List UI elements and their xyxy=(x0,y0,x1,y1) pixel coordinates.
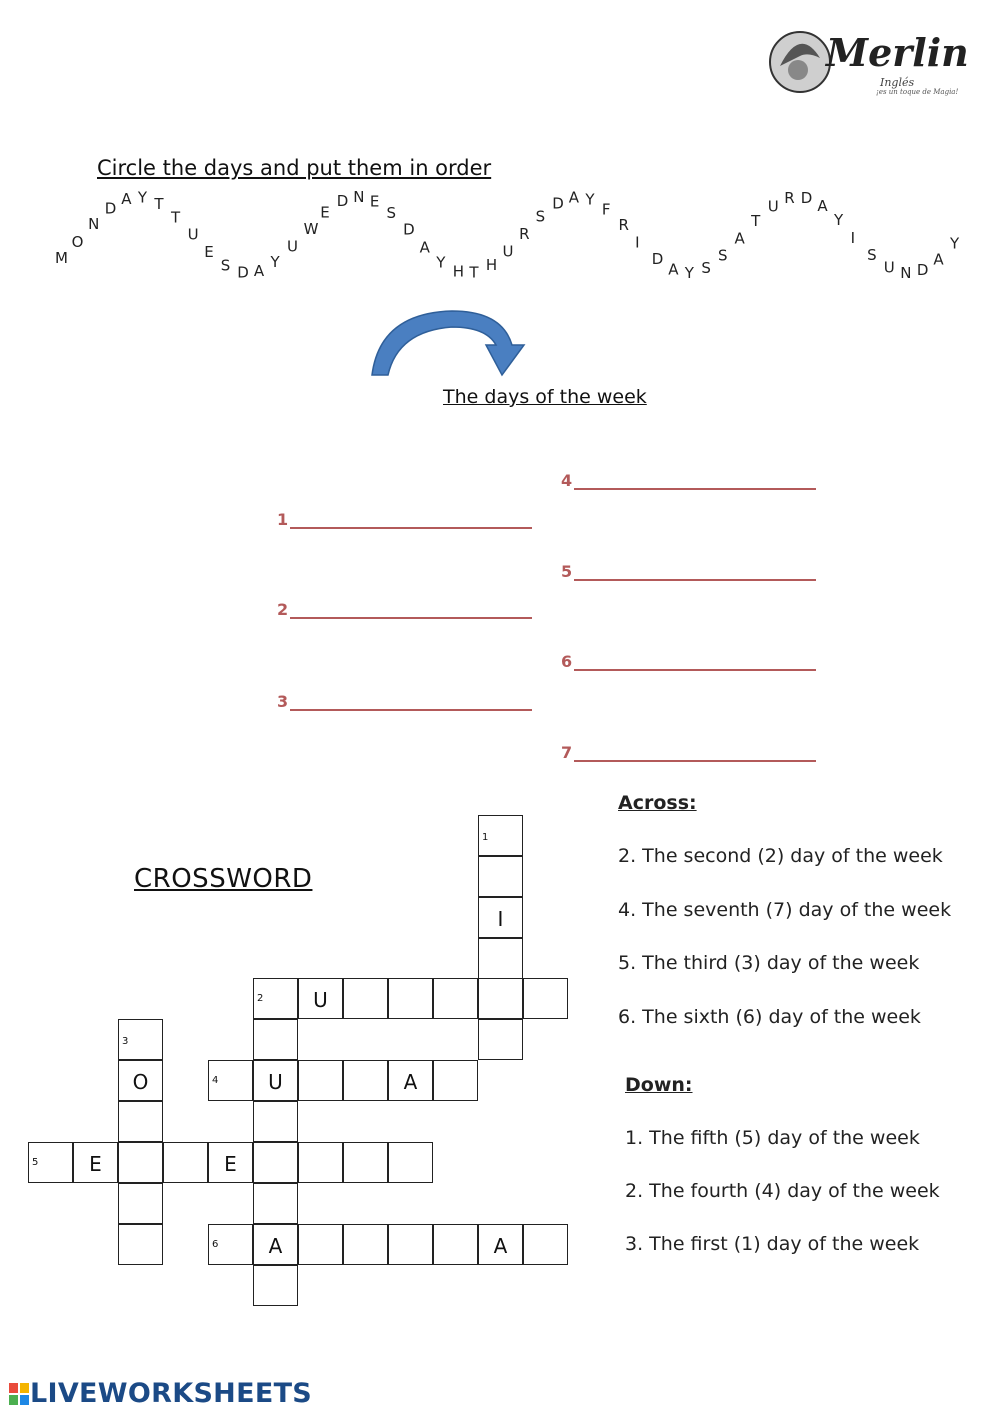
answer-line-4[interactable] xyxy=(561,471,816,490)
wave-letter[interactable]: T xyxy=(171,208,181,227)
wave-letter[interactable]: E xyxy=(320,203,330,222)
liveworksheets-footer[interactable] xyxy=(8,1378,312,1409)
crossword-cell[interactable] xyxy=(298,978,343,1019)
crossword-cell[interactable] xyxy=(28,1142,73,1183)
wave-letter[interactable]: A xyxy=(568,188,580,207)
answer-line-5[interactable] xyxy=(561,562,816,581)
wave-letter[interactable]: D xyxy=(336,192,349,210)
answer-line-1[interactable] xyxy=(277,510,532,529)
crossword-cell[interactable] xyxy=(163,1142,208,1183)
wave-letter[interactable]: D xyxy=(800,189,813,207)
crossword-cell[interactable] xyxy=(478,1019,523,1060)
line-number: 3 xyxy=(277,692,289,711)
clue-across-4: 4. The seventh (7) day of the week xyxy=(618,899,952,921)
wave-letter[interactable]: D xyxy=(403,220,415,239)
line-number: 4 xyxy=(561,471,573,490)
merlin-logo xyxy=(768,26,969,98)
crossword-cell[interactable] xyxy=(478,815,523,856)
wave-letter[interactable]: F xyxy=(601,200,611,219)
crossword-cell[interactable] xyxy=(298,1060,343,1101)
logo-tagline: Inglés xyxy=(880,76,915,89)
wave-letter[interactable]: T xyxy=(751,212,761,231)
across-clues xyxy=(618,792,951,1028)
crossword-cell[interactable] xyxy=(253,1224,298,1265)
clue-number: 5 xyxy=(32,1157,39,1168)
wave-letter[interactable]: S xyxy=(535,207,546,226)
crossword-cell[interactable] xyxy=(208,1060,253,1101)
wave-letter[interactable]: O xyxy=(71,232,84,251)
crossword-cell[interactable] xyxy=(298,1224,343,1265)
days-of-week-title: The days of the week xyxy=(443,386,647,408)
across-heading: Across: xyxy=(618,792,697,814)
crossword-cell[interactable] xyxy=(388,1142,433,1183)
wave-letter[interactable]: M xyxy=(55,249,68,268)
given-letter: E xyxy=(89,1152,102,1176)
wave-letter[interactable]: N xyxy=(353,188,365,206)
crossword-title: CROSSWORD xyxy=(134,864,313,894)
given-letter: I xyxy=(497,907,504,931)
clue-number: 2 xyxy=(257,993,264,1004)
crossword-cell[interactable] xyxy=(208,1224,253,1265)
crossword-cell[interactable] xyxy=(118,1183,163,1224)
wave-letter[interactable]: Y xyxy=(137,188,148,207)
wave-letter[interactable]: S xyxy=(220,256,231,275)
crossword-cell[interactable] xyxy=(388,1060,433,1101)
wave-letter[interactable]: Y xyxy=(684,263,694,282)
wave-letter[interactable]: N xyxy=(88,215,100,234)
clue-across-6: 6. The sixth (6) day of the week xyxy=(618,1006,921,1028)
answer-line-2[interactable] xyxy=(277,600,532,619)
crossword-cell[interactable] xyxy=(388,978,433,1019)
clue-across-2: 2. The second (2) day of the week xyxy=(618,845,943,867)
given-letter: A xyxy=(268,1234,283,1258)
letter-wave xyxy=(0,188,1000,298)
down-heading: Down: xyxy=(625,1074,693,1096)
liveworksheets-logo-icon xyxy=(8,1382,30,1406)
crossword-cell[interactable] xyxy=(253,978,298,1019)
crossword-cell[interactable] xyxy=(253,1183,298,1224)
crossword-cell[interactable] xyxy=(253,1060,298,1101)
line-number: 7 xyxy=(561,743,573,762)
wave-letter[interactable]: Y xyxy=(585,190,595,209)
wave-letter[interactable]: U xyxy=(767,197,779,216)
crossword-cell[interactable] xyxy=(118,1019,163,1060)
crossword-cell[interactable] xyxy=(298,1142,343,1183)
wave-letter[interactable]: D xyxy=(552,194,564,213)
wave-letter[interactable]: A xyxy=(121,190,132,209)
wave-letter[interactable]: Y xyxy=(436,253,446,272)
circle-days-title: Circle the days and put them in order xyxy=(97,156,492,180)
blank-line[interactable] xyxy=(574,474,816,490)
crossword-cell[interactable] xyxy=(253,1142,298,1183)
wave-letter[interactable]: S xyxy=(701,258,711,277)
wave-letter[interactable]: H xyxy=(452,262,465,281)
clue-across-5: 5. The third (3) day of the week xyxy=(618,952,920,974)
wave-letter[interactable]: Y xyxy=(950,234,960,253)
wave-letter[interactable]: A xyxy=(817,196,828,215)
wave-letter[interactable]: A xyxy=(419,238,430,257)
crossword-cell[interactable] xyxy=(253,1019,298,1060)
line-number: 6 xyxy=(561,652,573,671)
clue-down-3: 3. The first (1) day of the week xyxy=(625,1233,920,1255)
crossword-cell[interactable] xyxy=(433,1224,478,1265)
wave-letter[interactable]: T xyxy=(154,194,164,213)
wave-letter[interactable]: U xyxy=(287,237,298,256)
wave-letter[interactable]: U xyxy=(502,242,514,261)
blank-line[interactable] xyxy=(574,655,816,671)
clue-number: 3 xyxy=(122,1036,129,1047)
crossword-cell[interactable] xyxy=(118,1060,163,1101)
wave-letter[interactable]: N xyxy=(900,263,912,282)
answer-line-3[interactable] xyxy=(277,692,532,711)
wave-letter[interactable]: U xyxy=(187,225,199,244)
wave-letter[interactable]: S xyxy=(718,246,728,265)
crossword-cell[interactable] xyxy=(478,1224,523,1265)
wave-letter[interactable]: H xyxy=(485,256,498,275)
clue-down-1: 1. The fifth (5) day of the week xyxy=(625,1127,920,1149)
crossword-cell[interactable] xyxy=(343,1224,388,1265)
crossword-cell[interactable] xyxy=(118,1142,163,1183)
crossword-cell[interactable] xyxy=(343,978,388,1019)
curved-arrow-icon xyxy=(362,305,532,380)
down-clues xyxy=(625,1074,940,1255)
wave-letter[interactable]: I xyxy=(850,228,856,247)
crossword-cell[interactable] xyxy=(478,978,523,1019)
clue-number: 6 xyxy=(212,1239,219,1250)
clue-down-2: 2. The fourth (4) day of the week xyxy=(625,1180,940,1202)
wave-letter[interactable]: A xyxy=(933,250,944,269)
line-number: 5 xyxy=(561,562,573,581)
given-letter: E xyxy=(224,1152,237,1176)
wave-letter[interactable]: D xyxy=(916,261,929,280)
crossword-cell[interactable] xyxy=(343,1060,388,1101)
wave-letter[interactable]: D xyxy=(104,199,117,218)
given-letter: U xyxy=(268,1070,283,1094)
wave-letter[interactable]: R xyxy=(519,224,530,243)
answer-line-6[interactable] xyxy=(561,652,816,671)
blank-line[interactable] xyxy=(290,603,532,619)
wave-letter[interactable]: R xyxy=(784,189,795,208)
wave-letter[interactable]: D xyxy=(651,249,664,268)
wave-letter[interactable]: I xyxy=(635,233,640,252)
wave-letter[interactable]: A xyxy=(253,262,265,281)
given-letter: A xyxy=(403,1070,418,1094)
given-letter: O xyxy=(132,1070,149,1094)
wave-letter[interactable]: U xyxy=(883,258,895,277)
crossword-cell[interactable] xyxy=(478,856,523,897)
blank-line[interactable] xyxy=(290,695,532,711)
wave-letter[interactable]: A xyxy=(668,260,679,279)
wave-letter[interactable]: T xyxy=(469,263,479,282)
given-letter: A xyxy=(493,1234,508,1258)
line-number: 2 xyxy=(277,600,289,619)
wave-letter[interactable]: Y xyxy=(834,211,844,230)
crossword-cell[interactable] xyxy=(478,938,523,979)
given-letter: U xyxy=(313,988,328,1012)
wave-letter[interactable]: W xyxy=(303,219,319,238)
wave-letter[interactable]: A xyxy=(734,229,745,248)
line-number: 1 xyxy=(277,510,289,529)
clue-number: 4 xyxy=(212,1075,219,1086)
crossword-cell[interactable] xyxy=(118,1224,163,1265)
crossword-cell[interactable] xyxy=(523,1224,568,1265)
wave-letter[interactable]: E xyxy=(204,242,214,261)
wave-letter[interactable]: S xyxy=(386,204,397,223)
crossword-cell[interactable] xyxy=(118,1101,163,1142)
crossword-cell[interactable] xyxy=(478,897,523,938)
site-name: LIVEWORKSHEETS xyxy=(30,1378,313,1409)
crossword-cell[interactable] xyxy=(523,978,568,1019)
crossword-cell[interactable] xyxy=(343,1142,388,1183)
crossword-cell[interactable] xyxy=(433,978,478,1019)
crossword-cell[interactable] xyxy=(208,1142,253,1183)
blank-line[interactable] xyxy=(290,513,532,529)
wave-letter[interactable]: D xyxy=(237,263,249,282)
crossword-cell[interactable] xyxy=(253,1101,298,1142)
wave-letter[interactable]: R xyxy=(618,215,629,234)
crossword-cell[interactable] xyxy=(388,1224,433,1265)
wave-letter[interactable]: S xyxy=(867,245,877,264)
clue-number: 1 xyxy=(482,832,489,843)
logo-subtagline: ¡es un toque de Magia! xyxy=(876,88,959,96)
crossword-cell[interactable] xyxy=(73,1142,118,1183)
crossword-cell[interactable] xyxy=(433,1060,478,1101)
answer-line-7[interactable] xyxy=(561,743,816,762)
crossword-cell[interactable] xyxy=(253,1265,298,1306)
blank-line[interactable] xyxy=(574,746,816,762)
blank-line[interactable] xyxy=(574,565,816,581)
wave-letter[interactable]: Y xyxy=(270,252,280,271)
logo-text: Merlin xyxy=(826,30,969,75)
wave-letter[interactable]: E xyxy=(369,192,380,211)
